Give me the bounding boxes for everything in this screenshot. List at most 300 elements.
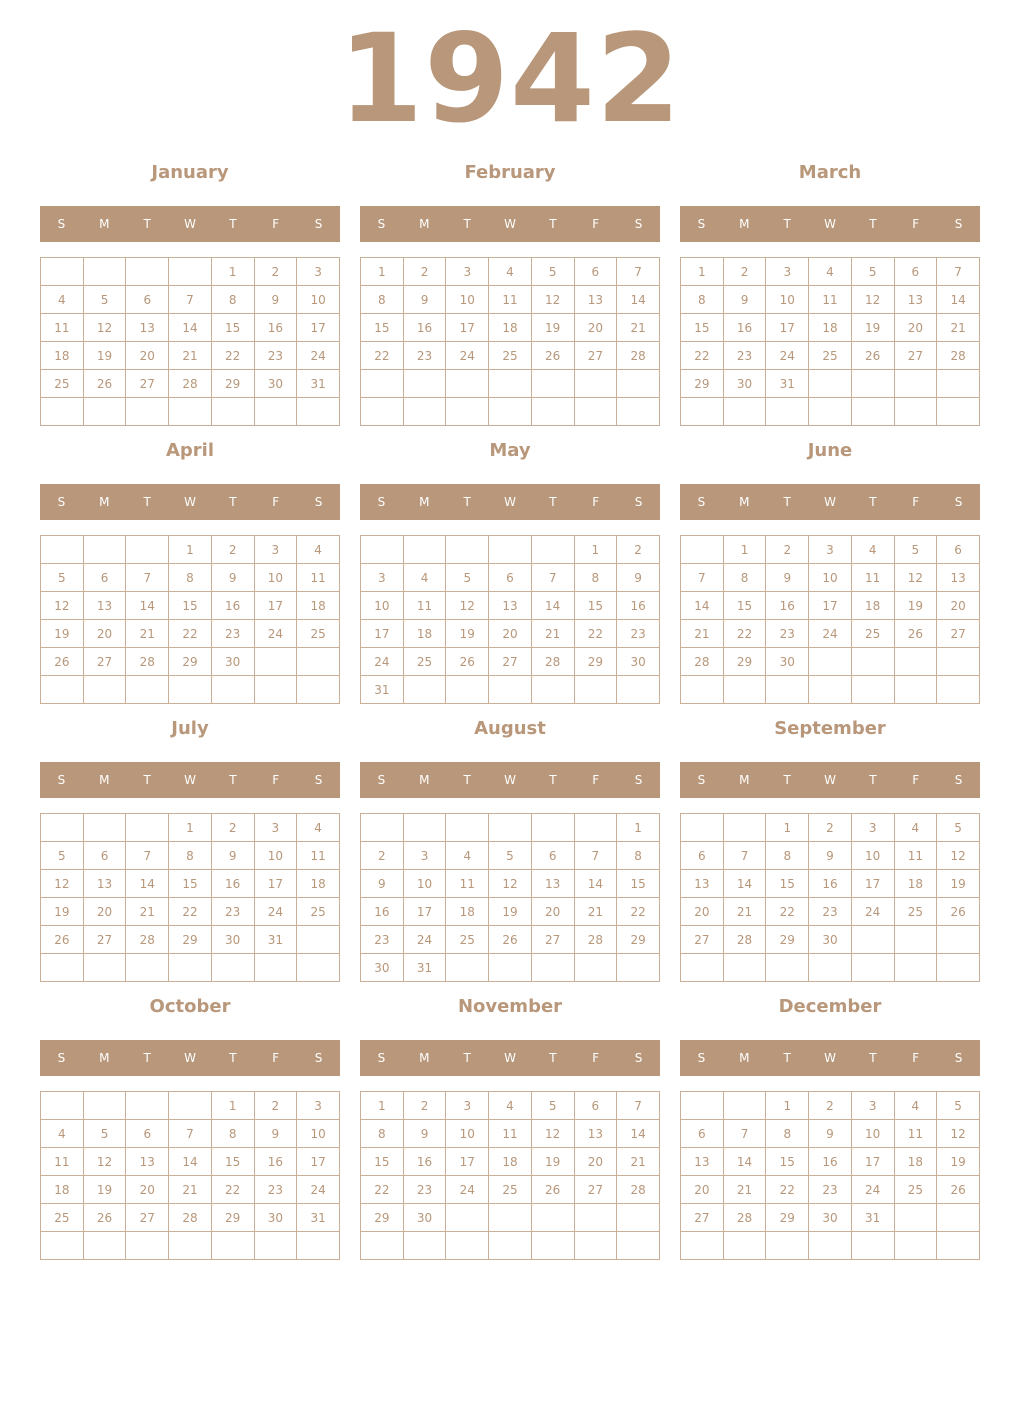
week-row [41,620,340,648]
day-cell: 1 [681,258,724,286]
day-cell: 26 [894,620,937,648]
day-cell: 5 [83,286,126,314]
day-cell: 12 [83,314,126,342]
day-cell: 20 [574,314,617,342]
day-cell: 23 [403,342,446,370]
weekday-label: F [592,1051,600,1065]
day-cell: 1 [723,536,766,564]
week-row [361,398,660,426]
day-cell: 3 [446,258,489,286]
empty-day-cell [851,1232,894,1260]
empty-day-cell [531,814,574,842]
day-cell: 16 [723,314,766,342]
empty-day-cell [894,676,937,704]
day-cell: 10 [766,286,809,314]
empty-day-cell [361,814,404,842]
day-cell: 25 [446,926,489,954]
day-cell: 15 [361,314,404,342]
day-cell: 18 [403,620,446,648]
day-cell: 19 [489,898,532,926]
day-cell: 29 [617,926,660,954]
day-cell: 3 [766,258,809,286]
week-row [41,564,340,592]
day-cell: 14 [126,592,169,620]
day-cell: 5 [41,842,84,870]
day-cell: 29 [681,370,724,398]
day-cell: 3 [851,814,894,842]
day-cell: 3 [254,536,297,564]
day-cell: 20 [126,342,169,370]
day-cell: 16 [617,592,660,620]
week-row [361,1120,660,1148]
day-cell: 24 [254,620,297,648]
empty-day-cell [446,1232,489,1260]
day-grid [360,535,660,704]
day-cell: 14 [937,286,980,314]
empty-day-cell [766,676,809,704]
empty-day-cell [723,814,766,842]
day-cell: 12 [937,842,980,870]
empty-day-cell [446,370,489,398]
week-row [361,1204,660,1232]
day-cell: 11 [297,842,340,870]
day-cell: 23 [809,1176,852,1204]
day-cell: 13 [83,870,126,898]
empty-day-cell [681,536,724,564]
day-cell: 14 [723,870,766,898]
day-cell: 4 [297,536,340,564]
day-cell: 16 [211,870,254,898]
day-grid [40,535,340,704]
day-cell: 26 [937,898,980,926]
day-cell: 28 [681,648,724,676]
empty-day-cell [361,1232,404,1260]
empty-day-cell [446,954,489,982]
empty-day-cell [894,954,937,982]
day-cell: 7 [723,1120,766,1148]
day-cell: 22 [211,342,254,370]
week-row [361,370,660,398]
weekday-label: S [377,773,386,787]
week-row [681,1120,980,1148]
day-cell: 10 [297,286,340,314]
empty-day-cell [617,1232,660,1260]
weekday-header [360,1040,660,1076]
day-cell: 13 [83,592,126,620]
empty-day-cell [83,536,126,564]
day-cell: 1 [361,258,404,286]
weekday-label: T [143,1051,151,1065]
weekday-label: W [184,773,196,787]
weekday-label: F [912,1051,920,1065]
day-cell: 23 [403,1176,446,1204]
day-cell: 23 [361,926,404,954]
day-cell: 5 [937,1092,980,1120]
day-cell: 21 [531,620,574,648]
empty-day-cell [894,926,937,954]
day-cell: 6 [531,842,574,870]
day-cell: 8 [169,842,212,870]
day-cell: 1 [574,536,617,564]
weekday-label: S [697,773,706,787]
day-cell: 16 [361,898,404,926]
day-cell: 30 [403,1204,446,1232]
weekday-label: S [314,773,323,787]
day-cell: 8 [211,1120,254,1148]
day-cell: 17 [766,314,809,342]
day-cell: 24 [766,342,809,370]
day-cell: 26 [41,648,84,676]
day-cell: 5 [83,1120,126,1148]
day-cell: 7 [617,1092,660,1120]
weekday-label: F [912,217,920,231]
empty-day-cell [681,814,724,842]
day-cell: 6 [681,842,724,870]
day-cell: 20 [83,898,126,926]
day-cell: 21 [723,1176,766,1204]
week-row [681,258,980,286]
weekday-label: T [549,773,557,787]
day-cell: 30 [254,1204,297,1232]
month-name: September [774,718,886,739]
empty-day-cell [403,676,446,704]
empty-day-cell [361,398,404,426]
weekday-label: W [824,773,836,787]
day-cell: 26 [83,1204,126,1232]
week-row [681,536,980,564]
day-cell: 30 [361,954,404,982]
empty-day-cell [169,954,212,982]
month-name: December [778,996,882,1017]
day-cell: 27 [126,370,169,398]
day-cell: 27 [83,926,126,954]
day-cell: 16 [403,1148,446,1176]
day-cell: 10 [851,1120,894,1148]
weekday-label: T [143,217,151,231]
empty-day-cell [531,1204,574,1232]
week-row [41,1204,340,1232]
weekday-label: T [143,495,151,509]
empty-day-cell [41,258,84,286]
empty-day-cell [361,370,404,398]
empty-day-cell [894,1232,937,1260]
empty-day-cell [937,398,980,426]
weekday-label: T [463,495,471,509]
day-cell: 29 [169,648,212,676]
day-cell: 11 [489,286,532,314]
day-cell: 25 [851,620,894,648]
empty-day-cell [41,536,84,564]
day-cell: 5 [851,258,894,286]
week-row [361,648,660,676]
weekday-label: S [57,1051,66,1065]
empty-day-cell [531,536,574,564]
day-cell: 27 [681,1204,724,1232]
day-cell: 23 [766,620,809,648]
day-cell: 30 [809,926,852,954]
week-row [361,564,660,592]
day-cell: 1 [169,536,212,564]
day-cell: 12 [41,870,84,898]
day-cell: 16 [254,314,297,342]
day-cell: 2 [361,842,404,870]
weekday-label: M [739,495,750,509]
day-cell: 8 [211,286,254,314]
empty-day-cell [937,676,980,704]
empty-day-cell [211,676,254,704]
day-cell: 13 [894,286,937,314]
day-cell: 28 [169,1204,212,1232]
weekday-label: M [739,1051,750,1065]
month-name: January [151,162,229,183]
day-cell: 22 [169,898,212,926]
weekday-label: T [463,1051,471,1065]
day-cell: 23 [617,620,660,648]
day-cell: 27 [574,1176,617,1204]
day-cell: 30 [809,1204,852,1232]
day-cell: 8 [361,286,404,314]
week-row [681,870,980,898]
day-cell: 17 [297,1148,340,1176]
day-cell: 5 [41,564,84,592]
weekday-label: M [99,495,110,509]
day-cell: 6 [83,564,126,592]
empty-day-cell [574,814,617,842]
day-cell: 24 [851,898,894,926]
week-row [41,1232,340,1260]
day-cell: 24 [297,1176,340,1204]
day-cell: 3 [851,1092,894,1120]
empty-day-cell [489,1204,532,1232]
day-cell: 11 [446,870,489,898]
week-row [681,342,980,370]
empty-day-cell [297,676,340,704]
empty-day-cell [723,1092,766,1120]
weekday-label: S [954,773,963,787]
empty-day-cell [809,954,852,982]
day-cell: 26 [531,1176,574,1204]
empty-day-cell [83,1092,126,1120]
week-row [41,676,340,704]
day-cell: 29 [723,648,766,676]
day-cell: 25 [403,648,446,676]
weekday-label: S [57,495,66,509]
day-cell: 26 [937,1176,980,1204]
weekday-label: M [739,217,750,231]
empty-day-cell [937,926,980,954]
empty-day-cell [83,676,126,704]
week-row [361,898,660,926]
week-row [361,1092,660,1120]
empty-day-cell [41,1092,84,1120]
day-cell: 19 [851,314,894,342]
empty-day-cell [446,1204,489,1232]
week-row [681,564,980,592]
day-grid [360,257,660,426]
day-cell: 15 [169,870,212,898]
empty-day-cell [894,370,937,398]
day-cell: 12 [489,870,532,898]
day-cell: 19 [531,1148,574,1176]
empty-day-cell [809,676,852,704]
day-cell: 27 [894,342,937,370]
week-row [41,1120,340,1148]
day-cell: 31 [361,676,404,704]
day-cell: 17 [254,592,297,620]
empty-day-cell [83,1232,126,1260]
day-cell: 25 [41,1204,84,1232]
weekday-label: S [314,217,323,231]
day-cell: 18 [851,592,894,620]
weekday-header [360,762,660,798]
day-cell: 25 [489,342,532,370]
empty-day-cell [723,676,766,704]
weekday-label: W [824,495,836,509]
weekday-label: S [377,217,386,231]
weekday-header [680,1040,980,1076]
day-cell: 18 [809,314,852,342]
day-cell: 14 [574,870,617,898]
month-name: March [798,162,862,183]
empty-day-cell [851,398,894,426]
empty-day-cell [894,1204,937,1232]
week-row [681,620,980,648]
day-cell: 9 [809,842,852,870]
day-cell: 24 [446,342,489,370]
day-cell: 25 [41,370,84,398]
day-cell: 22 [169,620,212,648]
day-cell: 22 [617,898,660,926]
empty-day-cell [297,398,340,426]
empty-day-cell [83,954,126,982]
day-cell: 19 [937,870,980,898]
day-cell: 16 [809,870,852,898]
weekday-header [360,484,660,520]
day-cell: 5 [531,1092,574,1120]
day-cell: 10 [361,592,404,620]
day-cell: 24 [361,648,404,676]
day-cell: 2 [809,814,852,842]
empty-day-cell [723,1232,766,1260]
day-cell: 7 [126,842,169,870]
day-cell: 24 [446,1176,489,1204]
weekday-label: W [504,217,516,231]
day-cell: 6 [489,564,532,592]
day-cell: 2 [403,1092,446,1120]
weekday-header [680,484,980,520]
empty-day-cell [41,398,84,426]
weekday-label: W [504,495,516,509]
empty-day-cell [446,676,489,704]
day-cell: 29 [211,1204,254,1232]
weekday-label: S [314,1051,323,1065]
day-cell: 13 [489,592,532,620]
day-cell: 10 [254,842,297,870]
weekday-label: T [783,495,791,509]
day-cell: 1 [211,1092,254,1120]
day-cell: 21 [937,314,980,342]
weekday-label: M [739,773,750,787]
week-row [681,926,980,954]
empty-day-cell [446,814,489,842]
weekday-label: M [99,217,110,231]
day-cell: 26 [489,926,532,954]
empty-day-cell [254,1232,297,1260]
day-cell: 28 [126,926,169,954]
day-cell: 25 [894,898,937,926]
day-cell: 6 [126,286,169,314]
day-cell: 8 [169,564,212,592]
day-cell: 19 [41,898,84,926]
empty-day-cell [489,1232,532,1260]
weekday-label: T [869,217,877,231]
day-cell: 14 [617,286,660,314]
weekday-label: F [912,495,920,509]
day-cell: 8 [766,1120,809,1148]
day-cell: 5 [446,564,489,592]
month-name: April [165,440,215,461]
day-grid [680,1091,980,1260]
weekday-label: S [314,495,323,509]
day-cell: 25 [297,898,340,926]
day-cell: 29 [766,926,809,954]
empty-day-cell [169,676,212,704]
day-cell: 10 [254,564,297,592]
day-cell: 15 [617,870,660,898]
day-cell: 23 [809,898,852,926]
day-cell: 31 [297,370,340,398]
empty-day-cell [574,676,617,704]
day-cell: 19 [531,314,574,342]
day-cell: 15 [681,314,724,342]
weekday-label: T [549,495,557,509]
week-row [361,620,660,648]
empty-day-cell [41,1232,84,1260]
day-cell: 15 [169,592,212,620]
day-cell: 18 [446,898,489,926]
empty-day-cell [851,648,894,676]
empty-day-cell [531,954,574,982]
day-cell: 17 [446,1148,489,1176]
day-cell: 13 [126,1148,169,1176]
week-row [681,1204,980,1232]
day-cell: 31 [766,370,809,398]
day-cell: 15 [766,870,809,898]
weekday-label: W [184,495,196,509]
empty-day-cell [41,676,84,704]
day-cell: 4 [851,536,894,564]
day-cell: 30 [211,648,254,676]
day-cell: 4 [403,564,446,592]
day-cell: 17 [851,1148,894,1176]
weekday-label: S [954,1051,963,1065]
day-cell: 28 [531,648,574,676]
day-cell: 28 [574,926,617,954]
empty-day-cell [937,954,980,982]
week-row [681,1176,980,1204]
day-cell: 22 [211,1176,254,1204]
empty-day-cell [894,398,937,426]
empty-day-cell [83,814,126,842]
empty-day-cell [681,1092,724,1120]
day-cell: 4 [489,258,532,286]
day-cell: 5 [937,814,980,842]
day-cell: 27 [126,1204,169,1232]
day-cell: 6 [681,1120,724,1148]
day-cell: 6 [937,536,980,564]
weekday-label: S [634,773,643,787]
day-cell: 28 [617,342,660,370]
